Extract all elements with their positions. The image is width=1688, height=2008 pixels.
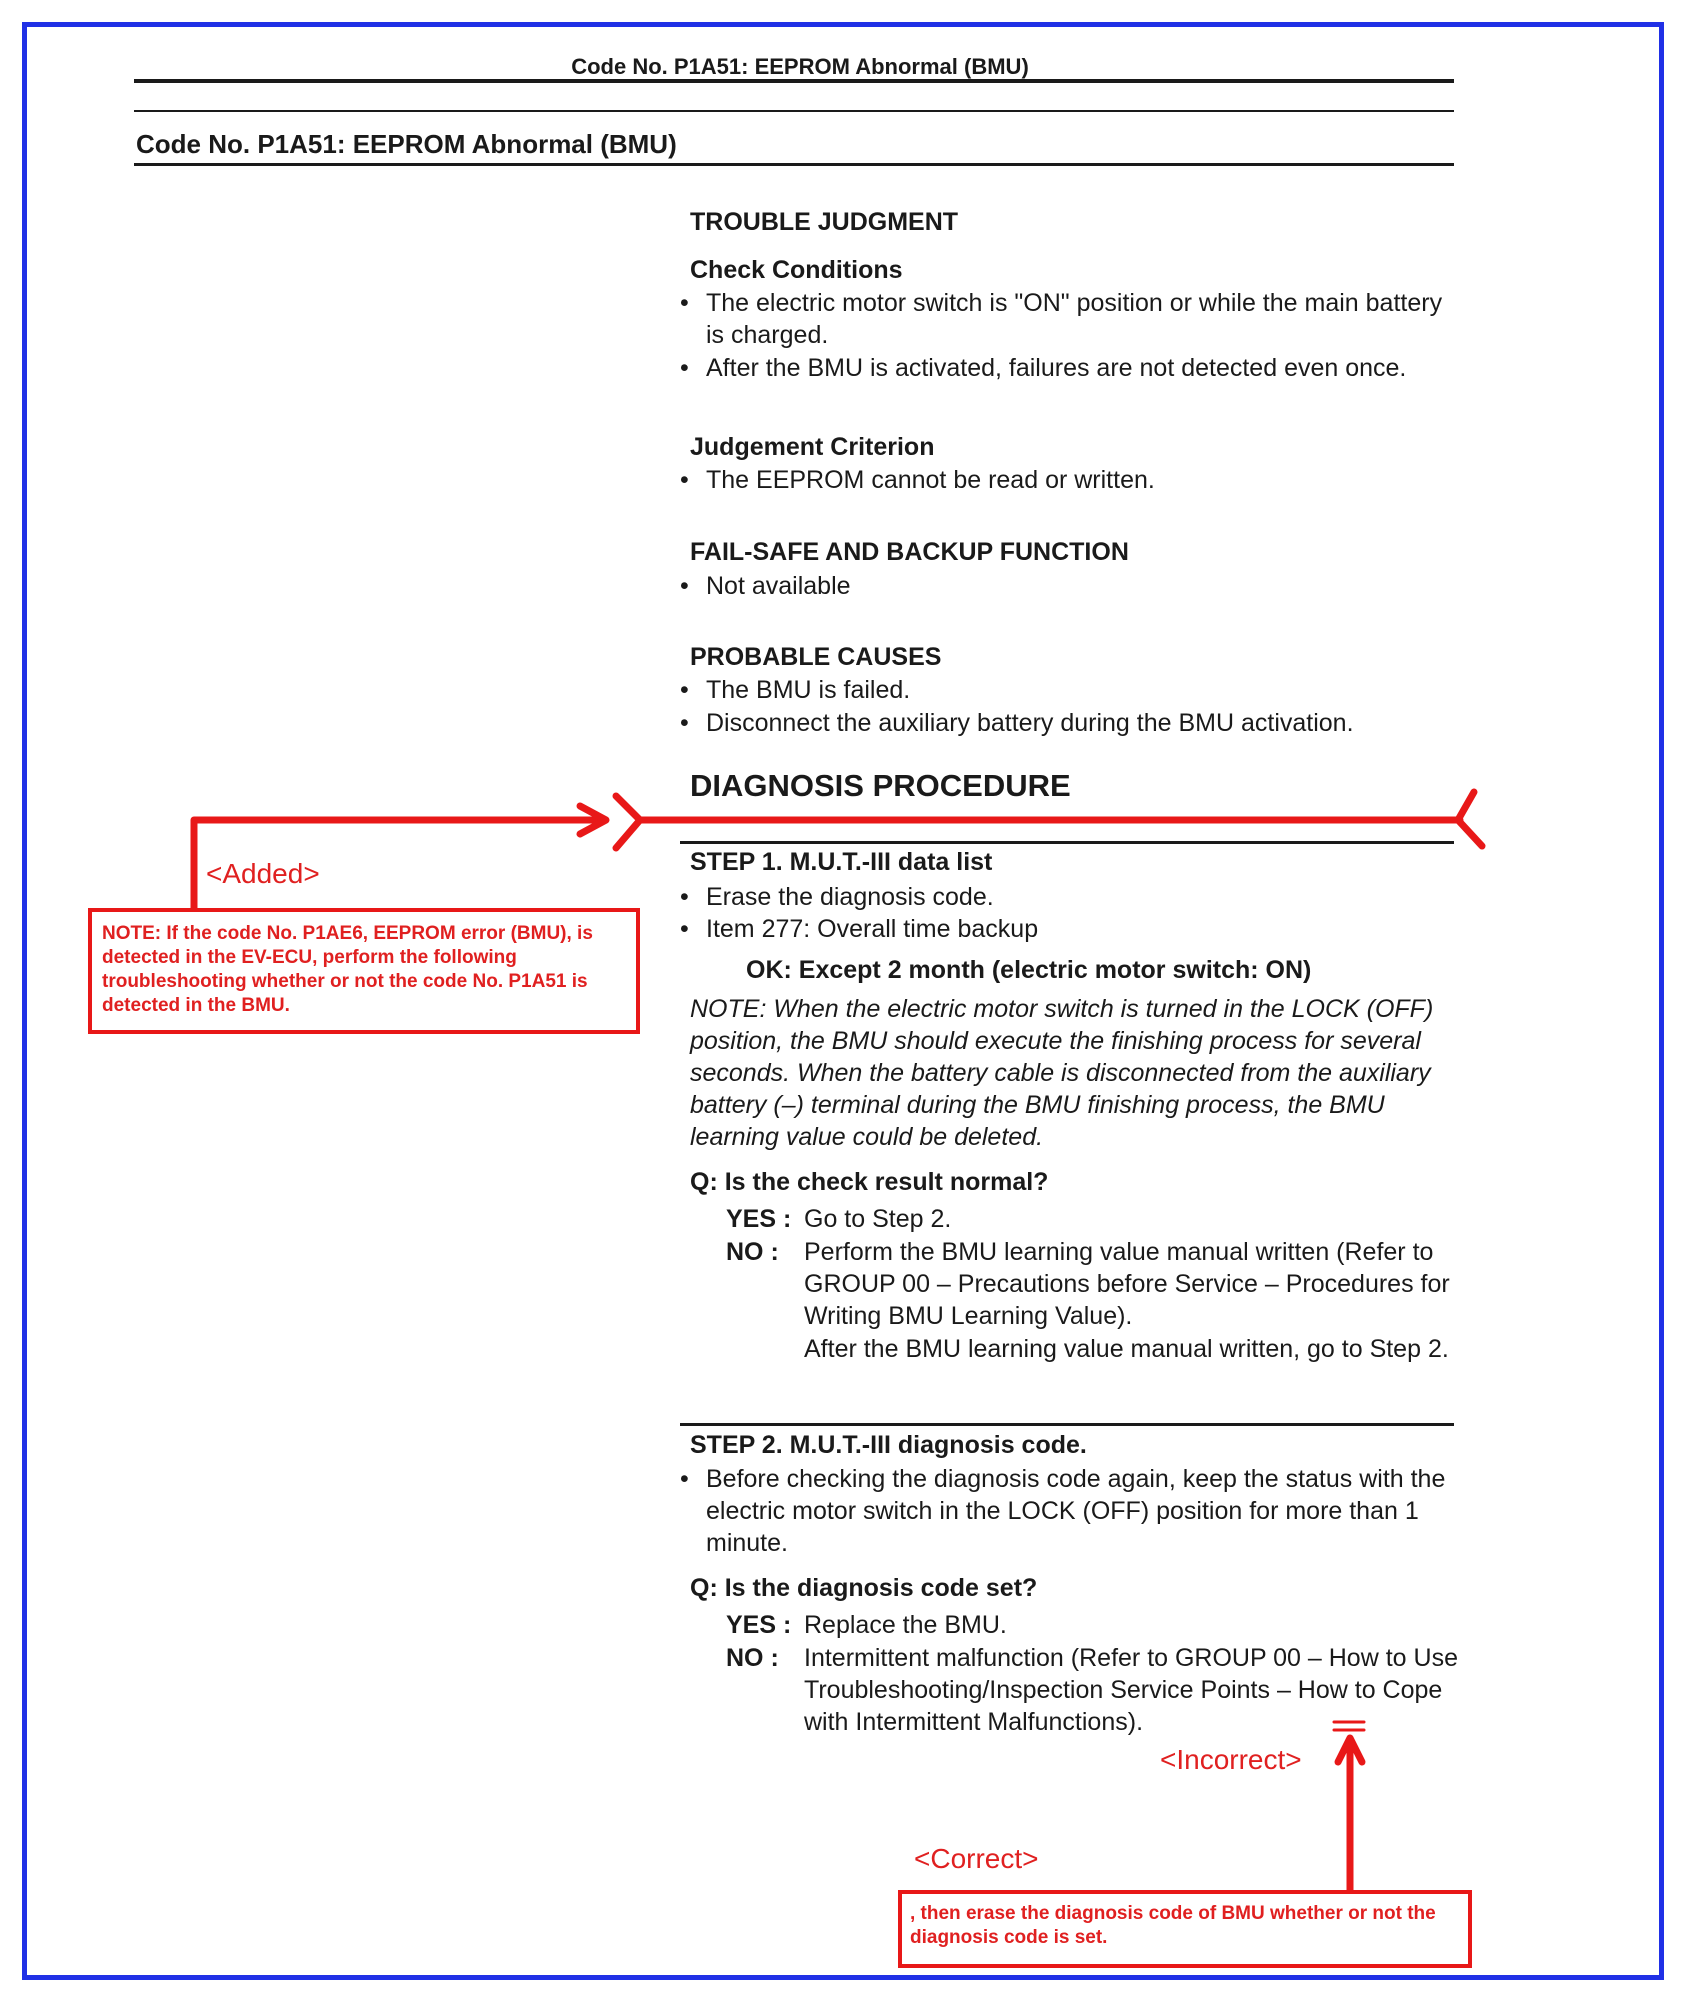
- step1-item: • Erase the diagnosis code.: [706, 881, 1456, 913]
- correct-label: <Correct>: [914, 1843, 1039, 1874]
- step1-yes-text: Go to Step 2.: [804, 1205, 952, 1233]
- insertion-bracket-right: [1458, 792, 1482, 846]
- probable-causes-heading: PROBABLE CAUSES: [690, 643, 942, 671]
- insertion-bracket-left: [616, 796, 640, 848]
- added-note-text: NOTE: If the code No. P1AE6, EEPROM error (BMU), is detected in the EV-ECU, perform the following troubleshooting whether or not the code No. P1A51 is detected in the BMU.: [102, 923, 593, 1016]
- check-conditions-heading: Check Conditions: [690, 256, 903, 284]
- check-condition-item: • The electric motor switch is "ON" position or while the main battery is charged.: [706, 287, 1456, 351]
- step1-question: Q: Is the check result normal?: [690, 1168, 1049, 1196]
- fail-safe-item: • Not available: [706, 570, 1456, 602]
- step2-question: Q: Is the diagnosis code set?: [690, 1574, 1038, 1602]
- step1-note: NOTE: When the electric motor switch is turned in the LOCK (OFF) position, the BMU should execute the finishing process for several seconds. When the battery cable is disconnected from the auxiliary battery (–) terminal during the BMU finishing process, the BMU learning value could be deleted.: [690, 995, 1434, 1151]
- added-note-box: [88, 908, 640, 1034]
- added-label: <Added>: [206, 858, 320, 889]
- judgement-criterion-heading: Judgement Criterion: [690, 433, 935, 461]
- incorrect-label: <Incorrect>: [1160, 1744, 1302, 1775]
- diagnosis-procedure-heading: DIAGNOSIS PROCEDURE: [690, 768, 1071, 803]
- step2-yes-label: YES :: [726, 1611, 792, 1639]
- step2-title: STEP 2. M.U.T.-III diagnosis code.: [690, 1431, 1087, 1459]
- trouble-judgment-heading: TROUBLE JUDGMENT: [690, 208, 959, 236]
- fail-safe-heading: FAIL-SAFE AND BACKUP FUNCTION: [690, 538, 1129, 566]
- correct-text-box: [898, 1890, 1472, 1968]
- page-title: Code No. P1A51: EEPROM Abnormal (BMU): [136, 129, 677, 159]
- judgement-criterion-item: • The EEPROM cannot be read or written.: [706, 464, 1456, 496]
- running-title: Code No. P1A51: EEPROM Abnormal (BMU): [571, 54, 1029, 79]
- step1-no-label: NO :: [726, 1238, 779, 1266]
- check-condition-item: • After the BMU is activated, failures are not detected even once.: [706, 352, 1456, 384]
- step2-no-label: NO :: [726, 1644, 779, 1672]
- step1-ok-criterion: OK: Except 2 month (electric motor switch: ON): [746, 956, 1312, 984]
- probable-cause-item: • The BMU is failed.: [706, 674, 1456, 706]
- step2-no-text: Intermittent malfunction (Refer to GROUP 00 – How to Use Troubleshooting/Inspection Service Points – How to Cope with Intermittent Malfunctions).: [804, 1644, 1458, 1736]
- step1-no-text: Perform the BMU learning value manual written (Refer to GROUP 00 – Precautions before Service – Procedures for Writing BMU Learning Value).: [804, 1238, 1450, 1330]
- step1-yes-label: YES :: [726, 1205, 792, 1233]
- step2-yes-text: Replace the BMU.: [804, 1611, 1007, 1639]
- step1-item: • Item 277: Overall time backup: [706, 913, 1456, 945]
- probable-cause-item: • Disconnect the auxiliary battery during the BMU activation.: [706, 707, 1456, 739]
- step2-item: • Before checking the diagnosis code again, keep the status with the electric motor switch in the LOCK (OFF) position for more than 1 minute.: [706, 1463, 1456, 1559]
- step1-no-followup: After the BMU learning value manual written, go to Step 2.: [804, 1335, 1449, 1363]
- step1-title: STEP 1. M.U.T.-III data list: [690, 848, 993, 876]
- correct-text: , then erase the diagnosis code of BMU whether or not the diagnosis code is set.: [910, 1903, 1436, 1948]
